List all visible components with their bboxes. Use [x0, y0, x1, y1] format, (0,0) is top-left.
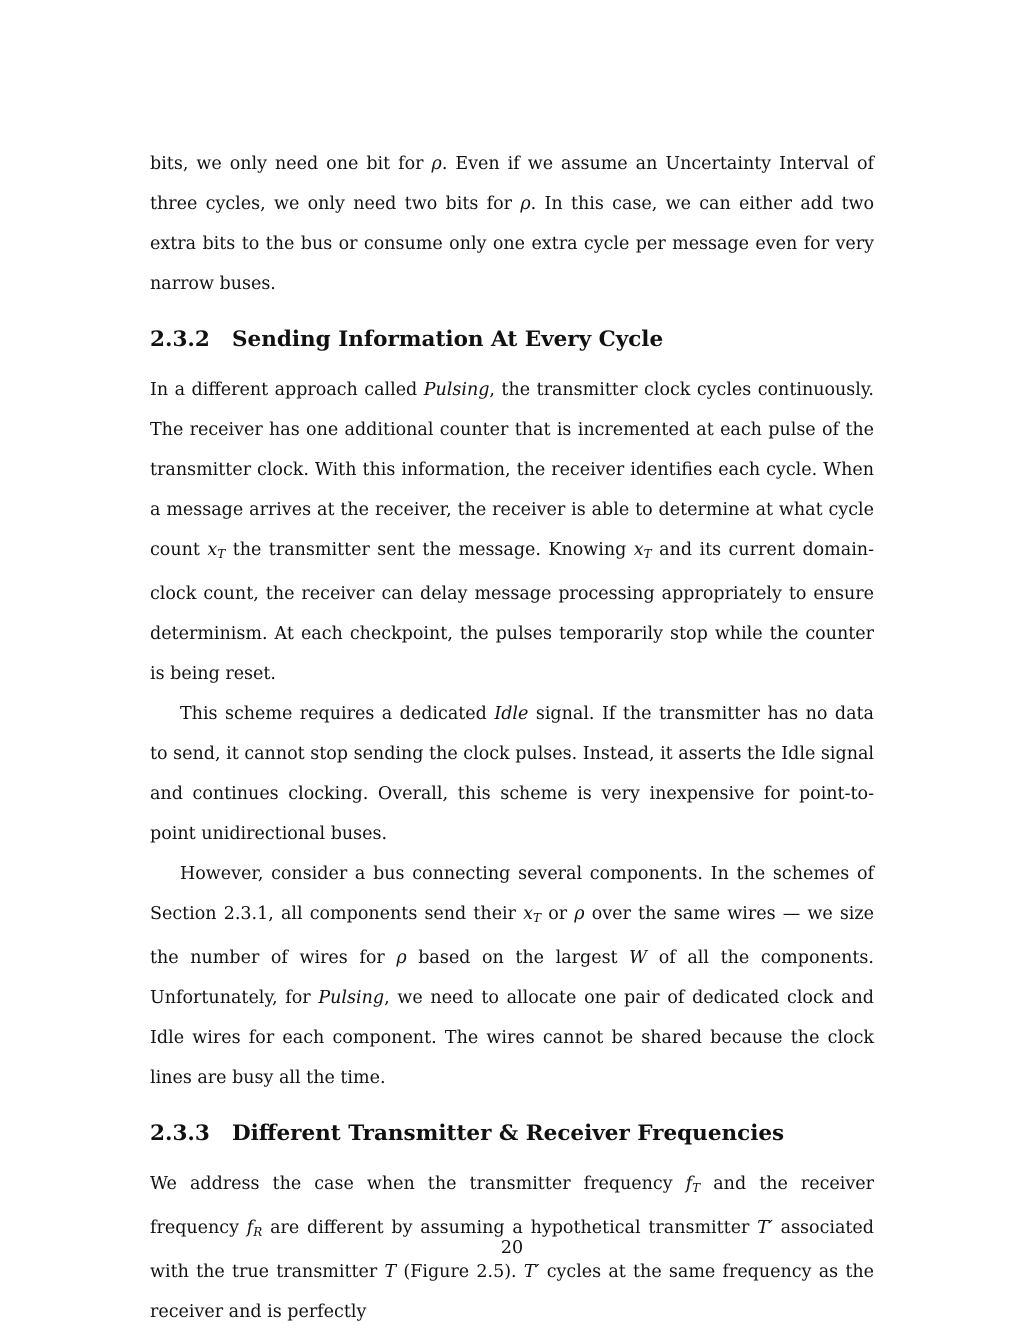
section-title: Sending Information At Every Cycle: [232, 327, 664, 352]
term-pulsing: Pulsing: [423, 380, 490, 400]
rho-symbol: ρ: [431, 154, 442, 174]
math-f: f: [685, 1174, 693, 1194]
math-x: x: [523, 904, 534, 924]
rho-symbol: ρ: [574, 904, 585, 924]
math-subscript: T: [217, 547, 226, 561]
math-f: f: [246, 1218, 254, 1238]
rho-symbol: ρ: [520, 194, 531, 214]
section-heading-2-3-3: [150, 1119, 874, 1149]
section-number: 2.3.3: [150, 1121, 210, 1146]
section-number: 2.3.2: [150, 327, 210, 352]
paragraph-shared-bus: However, consider a bus connecting several components. In the schemes of Section 2.3.1, all components send their $x_T$ or ρ over the same wires — we size the number of wires for ρ based on the largest W of all the components. Unfortunately, for Pulsing, we need to allocate one pair of dedicated clock and Idle wires for each component. The wires cannot be shared because the clock lines are busy all the time.: [150, 864, 874, 1088]
term-idle: Idle: [494, 704, 529, 724]
rho-symbol: ρ: [396, 948, 407, 968]
math-t-prime: T′: [523, 1262, 540, 1282]
math-t-prime: T′: [757, 1218, 773, 1238]
math-subscript: T: [643, 547, 652, 561]
term-pulsing: Pulsing: [318, 988, 385, 1008]
section-heading-2-3-2: [150, 325, 874, 355]
page-number: 20: [500, 1238, 524, 1258]
math-w: W: [629, 948, 648, 968]
math-x: x: [207, 540, 218, 560]
math-t: T: [384, 1262, 397, 1282]
paragraph-pulsing: In a different approach called Pulsing, the transmitter clock cycles continuously. The receiver has one additional counter that is incremented at each pulse of the transmitter clock. With this information, the receiver identifies each cycle. When a message arrives at the receiver, the receiver is able to determine at what cycle count $x_T$ the transmitter sent the message. Knowing $x_T$ and its current domain-clock count, the receiver can delay message processing appropriately to ensure determinism. At each checkpoint, the pulses temporarily stop while the counter is being reset.: [150, 380, 874, 684]
math-subscript: T: [533, 911, 542, 925]
paragraph-frequencies: We address the case when the transmitter frequency $f_T$ and the receiver frequency $f_R$ are different by assuming a hypothetical transmitter T′ associated with the true transmitter T (Figure 2.5). T′ cycles at the same frequency as the receiver and is perfectly: [150, 1174, 874, 1322]
page-body: [150, 144, 874, 1332]
math-subscript: T: [692, 1181, 701, 1195]
paragraph-continued: bits, we only need one bit for ρ. Even if we assume an Uncertainty Interval of three cycles, we only need two bits for ρ. In this case, we can either add two extra bits to the bus or consume only one extra cycle per message even for very narrow buses.: [150, 154, 874, 294]
math-x: x: [633, 540, 644, 560]
section-title: Different Transmitter & Receiver Frequencies: [232, 1121, 785, 1146]
math-subscript: R: [253, 1225, 263, 1239]
paragraph-idle-signal: This scheme requires a dedicated Idle signal. If the transmitter has no data to send, it cannot stop sending the clock pulses. Instead, it asserts the Idle signal and continues clocking. Overall, this scheme is very inexpensive for point-to-point unidirectional buses.: [150, 704, 874, 844]
